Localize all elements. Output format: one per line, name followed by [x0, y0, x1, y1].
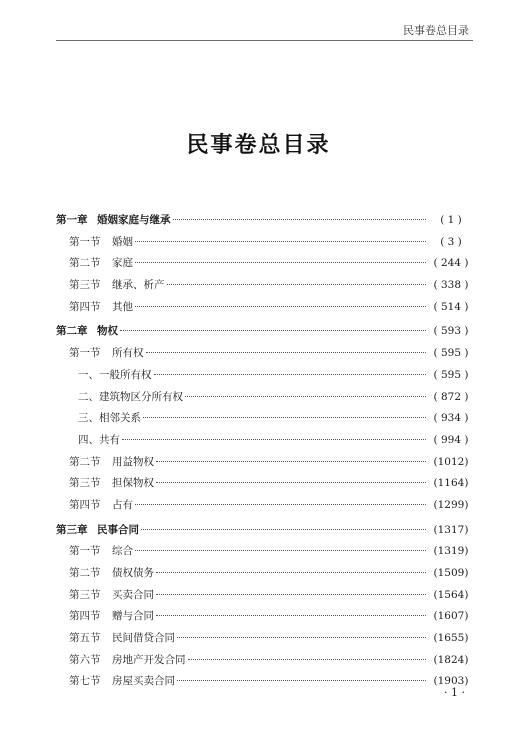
toc-entry-label — [69, 541, 133, 563]
toc-section — [56, 297, 473, 319]
toc-entry-label — [78, 408, 141, 430]
toc-section — [56, 650, 473, 672]
toc-page-ref: (1509) — [433, 567, 469, 579]
toc-page-ref: ( 514 ) — [433, 300, 469, 313]
toc-section — [56, 232, 473, 254]
toc-section — [56, 585, 473, 607]
toc-entry-title: 所有权 — [112, 347, 144, 360]
toc-section — [56, 628, 473, 650]
toc-section — [56, 671, 473, 693]
toc-page-ref: (1607) — [433, 610, 469, 623]
dot-leader — [135, 231, 426, 241]
dot-leader — [156, 451, 426, 461]
toc-entry-title: 占有 — [112, 498, 133, 511]
toc-entry-label — [69, 628, 175, 650]
header-rule — [56, 40, 473, 41]
toc-entry-title: 物权 — [97, 325, 118, 338]
toc-entry-title: 赠与合同 — [112, 610, 154, 623]
dot-leader — [141, 519, 426, 529]
toc-entry-label — [69, 343, 144, 365]
toc-entry-label — [69, 563, 154, 585]
toc-entry-label — [78, 387, 183, 409]
toc-entry-label — [69, 473, 154, 495]
page-number: · 1 · — [444, 686, 465, 699]
toc-entry-number: 第一节 — [69, 235, 101, 248]
toc-entry-title: 房屋买卖合同 — [112, 675, 175, 688]
toc-page-ref: ( 994 ) — [433, 433, 469, 446]
toc-entry-title: 二、建筑物区分所有权 — [78, 390, 183, 403]
toc-page-ref: (1012) — [433, 455, 469, 468]
toc-page-ref: ( 595 ) — [433, 368, 469, 381]
toc-page-ref: (1824) — [433, 653, 469, 666]
dot-leader — [120, 321, 426, 331]
toc-page-ref: (1299) — [433, 498, 469, 511]
toc-entry-number: 第一章 — [56, 214, 88, 226]
toc-entry-title: 房地产开发合同 — [112, 653, 186, 666]
toc-entry-number: 第三节 — [69, 279, 101, 292]
toc-entry-number: 第三节 — [69, 477, 101, 490]
toc-entry-label — [69, 650, 186, 672]
toc-entry-label — [69, 275, 165, 297]
toc-entry-label — [78, 365, 152, 387]
toc-entry-title: 债权债务 — [112, 567, 154, 579]
dot-leader — [135, 296, 426, 306]
toc-entry-number: 第五节 — [69, 632, 101, 645]
toc-page-ref: (1164) — [433, 477, 469, 490]
toc-entry-label — [69, 585, 154, 607]
toc-entry-number: 第二节 — [69, 257, 101, 270]
toc-page-ref: ( 1 ) — [440, 214, 462, 226]
toc-entry-label — [69, 495, 133, 517]
toc-entry-label — [56, 520, 139, 542]
toc-entry-title: 婚姻 — [112, 235, 133, 248]
toc-entry-title: 买卖合同 — [112, 588, 154, 601]
toc-entry-label — [56, 210, 171, 232]
toc-entry-number: 第七节 — [69, 675, 101, 688]
toc-entry-title: 用益物权 — [112, 455, 154, 468]
page-title: 民事卷总目录 — [186, 132, 331, 158]
dot-leader — [135, 495, 426, 505]
toc-subsection — [56, 365, 473, 387]
toc-chapter — [56, 321, 473, 343]
toc-section — [56, 473, 473, 495]
toc-section — [56, 253, 473, 275]
dot-leader — [146, 343, 427, 353]
running-header: 民事卷总目录 — [403, 24, 469, 37]
toc-entry-title: 继承、析产 — [112, 279, 165, 292]
toc-entry-label — [78, 430, 120, 452]
dot-leader — [156, 606, 426, 616]
toc-entry-label — [69, 606, 154, 628]
dot-leader — [177, 671, 426, 681]
toc-entry-number: 第六节 — [69, 653, 101, 666]
toc-entry-label — [69, 253, 133, 275]
dot-leader — [156, 473, 426, 483]
toc-entry-number: 第四节 — [69, 610, 101, 623]
toc-entry-title: 其他 — [112, 300, 133, 313]
toc-section — [56, 606, 473, 628]
toc-entry-number: 第三节 — [69, 588, 101, 601]
toc-entry-title: 担保物权 — [112, 477, 154, 490]
toc-entry-title: 三、相邻关系 — [78, 412, 141, 425]
toc-section — [56, 275, 473, 297]
toc-page-ref: (1903) — [433, 675, 469, 688]
dot-leader — [122, 429, 426, 439]
toc-page-ref: (1317) — [433, 523, 469, 536]
toc-entry-title: 民事合同 — [97, 523, 139, 536]
toc-page-ref: (1564) — [433, 588, 469, 601]
dot-leader — [143, 408, 426, 418]
toc-page-ref: ( 338 ) — [433, 279, 469, 292]
toc-section — [56, 541, 473, 563]
toc-chapter — [56, 210, 473, 232]
toc-page-ref: ( 244 ) — [433, 257, 469, 270]
dot-leader — [177, 628, 426, 638]
toc-chapter — [56, 520, 473, 542]
toc-entry-label — [69, 232, 133, 254]
toc-page-ref: ( 934 ) — [433, 412, 469, 425]
toc-entry-number: 第一节 — [69, 347, 101, 360]
dot-leader — [135, 253, 426, 263]
toc-entry-title: 婚姻家庭与继承 — [97, 214, 171, 226]
toc-page-ref: ( 872 ) — [433, 390, 469, 403]
toc-page-ref: ( 593 ) — [433, 325, 469, 338]
toc-entry-number: 第四节 — [69, 300, 101, 313]
toc-subsection — [56, 408, 473, 430]
dot-leader — [156, 563, 426, 573]
toc-entry-number: 第一节 — [69, 545, 101, 558]
toc-entry-number: 第二章 — [56, 325, 88, 338]
toc-subsection — [56, 387, 473, 409]
toc-section — [56, 452, 473, 474]
toc-entry-label — [69, 452, 154, 474]
toc-section — [56, 563, 473, 585]
table-of-contents — [56, 210, 473, 693]
toc-entry-title: 民间借贷合同 — [112, 632, 175, 645]
toc-subsection — [56, 430, 473, 452]
toc-page-ref: (1655) — [433, 632, 469, 645]
toc-entry-number: 第二节 — [69, 567, 101, 579]
toc-entry-title: 综合 — [112, 545, 133, 558]
toc-entry-title: 四、共有 — [78, 433, 120, 446]
toc-page-ref: ( 595 ) — [433, 347, 469, 360]
toc-entry-number: 第四节 — [69, 498, 101, 511]
dot-leader — [154, 364, 427, 374]
dot-leader — [135, 541, 426, 551]
toc-entry-number: 第二节 — [69, 455, 101, 468]
toc-entry-title: 家庭 — [112, 257, 133, 270]
toc-entry-number: 第三章 — [56, 523, 88, 536]
dot-leader — [173, 210, 427, 220]
toc-entry-title: 一、一般所有权 — [78, 368, 152, 381]
toc-entry-label — [69, 671, 175, 693]
toc-entry-label — [69, 297, 133, 319]
dot-leader — [185, 386, 426, 396]
toc-page-ref: ( 3 ) — [440, 235, 462, 248]
dot-leader — [156, 584, 426, 594]
dot-leader — [188, 649, 427, 659]
toc-section — [56, 495, 473, 517]
dot-leader — [167, 275, 427, 285]
toc-page-ref: (1319) — [433, 545, 469, 558]
toc-entry-label — [56, 321, 118, 343]
toc-section — [56, 343, 473, 365]
